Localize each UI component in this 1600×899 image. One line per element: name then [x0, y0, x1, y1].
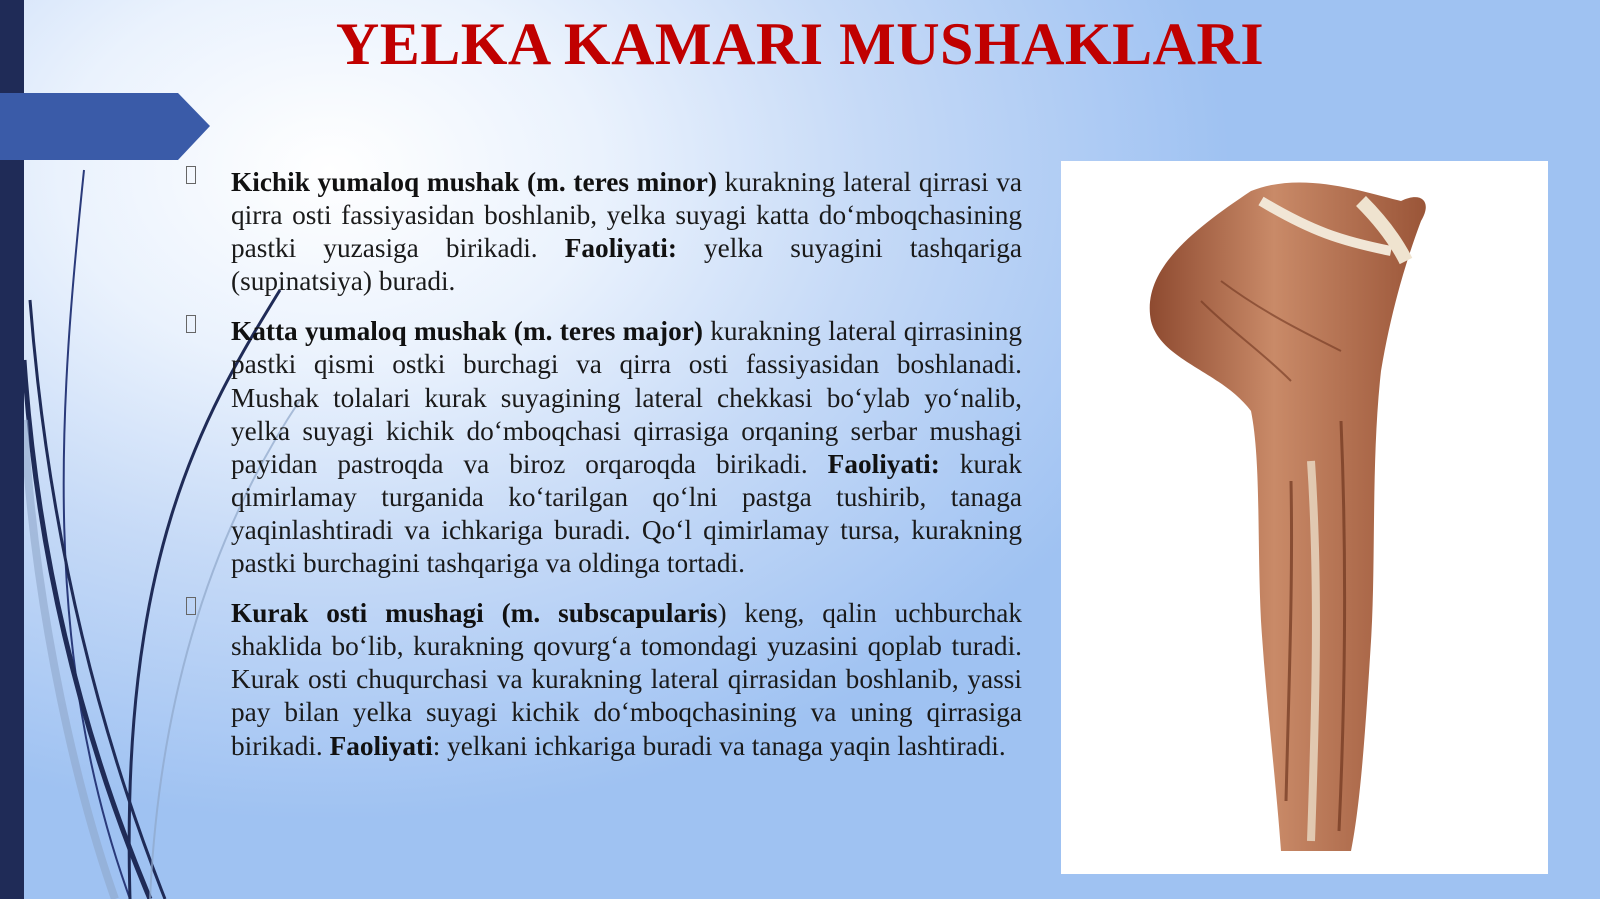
item-function-label: Faoliyati: — [564, 233, 677, 264]
list-item — [186, 166, 1022, 298]
item-function-label: Faoliyati: — [827, 448, 940, 479]
item-function-text: : yelkani ichkariga buradi va tanaga yaqin lashtiradi. — [432, 730, 1006, 761]
arm-muscle-figure — [1061, 161, 1548, 874]
item-function-label: Faoliyati — [329, 730, 433, 761]
content-list — [186, 166, 1022, 780]
slide-title: YELKA KAMARI MUSHAKLARI — [335, 11, 1265, 77]
item-text: ) keng, qalin uchburchak shaklida bo‘lib, kurakning qovurg‘a tomondagi yuzasini qoplab turadi. Kurak osti chuqurchasi va kurakning lateral qirrasidan boshlanib, yassi pay bilan yelka suyagi kichik do‘mboqchasining va uning qirrasiga birikadi. — [231, 598, 1023, 761]
bullet-icon — [186, 315, 196, 333]
item-term: Kichik yumaloq mushak (m. teres minor) — [231, 167, 717, 197]
item-text: kurakning lateral qirrasining pastki qismi ostki burchagi va qirra osti fassiyasidan boshlanadi. Mushak tolalari kurak suyagining lateral chekkasi bo‘ylab yo‘nalib, yelka suyagi kichik do‘mboqchasi qirrasiga orqaning serbar mushagi payidan pastroqda va biroz orqaroqda birikadi. — [231, 316, 1022, 479]
item-function-text: yelka suyagini tashqariga (supinatsiya) buradi. — [231, 233, 1022, 297]
item-term: Kurak osti mushagi (m. subscapularis — [231, 598, 718, 629]
bullet-icon — [186, 166, 196, 184]
list-item — [186, 597, 1022, 762]
list-item — [186, 315, 1022, 580]
arm-muscle-illustration-icon — [1061, 161, 1548, 874]
item-term: Katta yumaloq mushak (m. teres major) — [231, 316, 703, 347]
item-text: kurakning lateral qirrasi va qirra osti fassiyasidan boshlanib, yelka suyagi katta do‘mboqchasining pastki yuzasiga birikadi. — [231, 167, 1022, 264]
header-arrow-tab — [0, 93, 210, 160]
bullet-icon — [186, 597, 196, 615]
item-function-text: kurak qimirlamay turganida ko‘tarilgan qo‘lni pastga tushirib, tanaga yaqinlashtiradi va ichkariga buradi. Qo‘l qimirlamay tursa, kurakning pastki burchagini tashqariga va oldinga tortadi. — [231, 448, 1022, 579]
